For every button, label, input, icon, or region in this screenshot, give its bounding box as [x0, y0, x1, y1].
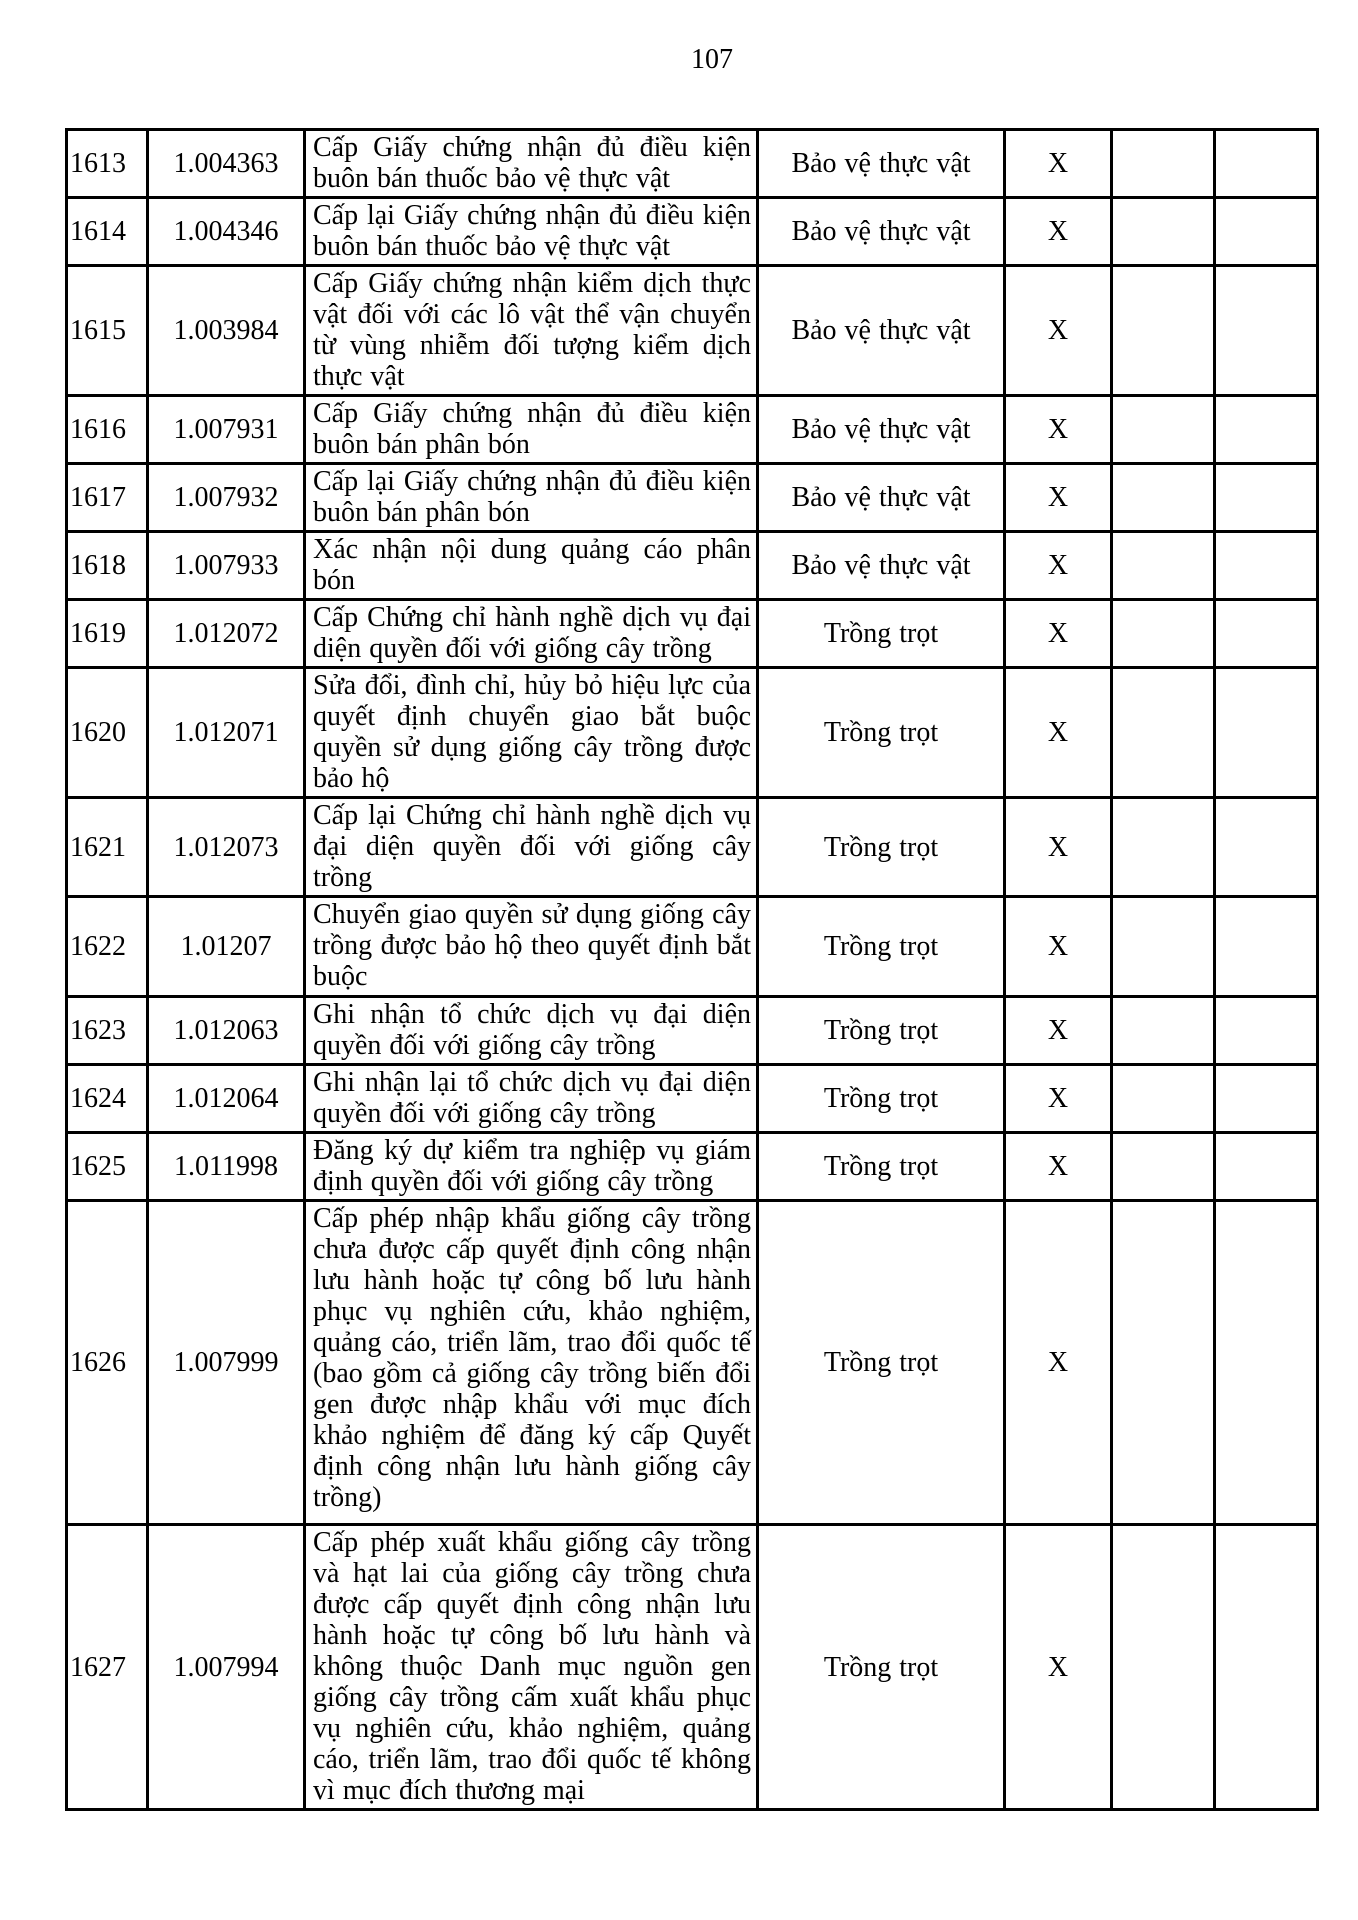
table-row	[67, 198, 1318, 266]
cell-name: Xác nhận nội dung quảng cáo phân bón	[305, 532, 758, 600]
cell-mark: X	[1005, 130, 1112, 198]
cell-mark: X	[1005, 1133, 1112, 1201]
cell-name: Cấp Chứng chỉ hành nghề dịch vụ đại diện quyền đối với giống cây trồng	[305, 600, 758, 668]
cell-stt: 1618	[67, 532, 148, 600]
cell-stt: 1615	[67, 266, 148, 396]
table-row	[67, 997, 1318, 1065]
cell-empty-1	[1112, 266, 1215, 396]
cell-field: Bảo vệ thực vật	[758, 266, 1005, 396]
cell-empty-2	[1215, 130, 1318, 198]
cell-name: Cấp Giấy chứng nhận đủ điều kiện buôn bán thuốc bảo vệ thực vật	[305, 130, 758, 198]
cell-empty-1	[1112, 1133, 1215, 1201]
table-row	[67, 1525, 1318, 1810]
table-row	[67, 1201, 1318, 1525]
cell-empty-1	[1112, 532, 1215, 600]
cell-field: Trồng trọt	[758, 1065, 1005, 1133]
cell-empty-2	[1215, 1201, 1318, 1525]
cell-code: 1.012064	[148, 1065, 305, 1133]
cell-empty-1	[1112, 1201, 1215, 1525]
cell-name: Ghi nhận tổ chức dịch vụ đại diện quyền đối với giống cây trồng	[305, 997, 758, 1065]
cell-mark: X	[1005, 600, 1112, 668]
cell-empty-1	[1112, 668, 1215, 798]
cell-code: 1.012072	[148, 600, 305, 668]
cell-mark: X	[1005, 1201, 1112, 1525]
cell-stt: 1617	[67, 464, 148, 532]
cell-name: Cấp Giấy chứng nhận kiểm dịch thực vật đối với các lô vật thể vận chuyển từ vùng nhiễm đối tượng kiểm dịch thực vật	[305, 266, 758, 396]
cell-empty-2	[1215, 600, 1318, 668]
cell-code: 1.011998	[148, 1133, 305, 1201]
table-row	[67, 1133, 1318, 1201]
table-row	[67, 464, 1318, 532]
cell-empty-1	[1112, 396, 1215, 464]
cell-empty-2	[1215, 897, 1318, 997]
cell-name: Sửa đổi, đình chỉ, hủy bỏ hiệu lực của quyết định chuyển giao bắt buộc quyền sử dụng giống cây trồng được bảo hộ	[305, 668, 758, 798]
cell-empty-2	[1215, 668, 1318, 798]
cell-empty-1	[1112, 600, 1215, 668]
cell-name: Ghi nhận lại tổ chức dịch vụ đại diện quyền đối với giống cây trồng	[305, 1065, 758, 1133]
cell-empty-2	[1215, 1133, 1318, 1201]
cell-empty-1	[1112, 997, 1215, 1065]
cell-mark: X	[1005, 464, 1112, 532]
cell-mark: X	[1005, 668, 1112, 798]
cell-empty-1	[1112, 1525, 1215, 1810]
cell-stt: 1621	[67, 798, 148, 897]
cell-field: Bảo vệ thực vật	[758, 464, 1005, 532]
cell-stt: 1614	[67, 198, 148, 266]
cell-mark: X	[1005, 798, 1112, 897]
cell-field: Bảo vệ thực vật	[758, 130, 1005, 198]
cell-code: 1.004363	[148, 130, 305, 198]
cell-code: 1.007931	[148, 396, 305, 464]
procedures-table	[65, 128, 1319, 1811]
cell-stt: 1625	[67, 1133, 148, 1201]
cell-code: 1.007994	[148, 1525, 305, 1810]
table-row	[67, 668, 1318, 798]
cell-mark: X	[1005, 532, 1112, 600]
cell-name: Đăng ký dự kiểm tra nghiệp vụ giám định quyền đối với giống cây trồng	[305, 1133, 758, 1201]
cell-stt: 1624	[67, 1065, 148, 1133]
cell-mark: X	[1005, 1065, 1112, 1133]
table-row	[67, 798, 1318, 897]
table-row	[67, 600, 1318, 668]
cell-field: Trồng trọt	[758, 1133, 1005, 1201]
cell-empty-1	[1112, 1065, 1215, 1133]
cell-code: 1.004346	[148, 198, 305, 266]
cell-code: 1.007933	[148, 532, 305, 600]
cell-field: Bảo vệ thực vật	[758, 198, 1005, 266]
cell-mark: X	[1005, 198, 1112, 266]
cell-empty-1	[1112, 798, 1215, 897]
cell-stt: 1613	[67, 130, 148, 198]
table-row	[67, 1065, 1318, 1133]
cell-stt: 1626	[67, 1201, 148, 1525]
cell-name: Cấp lại Chứng chỉ hành nghề dịch vụ đại diện quyền đối với giống cây trồng	[305, 798, 758, 897]
cell-stt: 1620	[67, 668, 148, 798]
page-number: 107	[691, 44, 733, 75]
cell-name: Cấp phép xuất khẩu giống cây trồng và hạt lai của giống cây trồng chưa được cấp quyết định công nhận lưu hành hoặc tự công bố lưu hành và không thuộc Danh mục nguồn gen giống cây trồng cấm xuất khẩu phục vụ nghiên cứu, khảo nghiệm, quảng cáo, triển lãm, trao đổi quốc tế không vì mục đích thương mại	[305, 1525, 758, 1810]
cell-field: Trồng trọt	[758, 600, 1005, 668]
cell-field: Trồng trọt	[758, 1525, 1005, 1810]
table-row	[67, 532, 1318, 600]
cell-name: Cấp lại Giấy chứng nhận đủ điều kiện buôn bán thuốc bảo vệ thực vật	[305, 198, 758, 266]
cell-code: 1.012073	[148, 798, 305, 897]
cell-stt: 1622	[67, 897, 148, 997]
cell-stt: 1619	[67, 600, 148, 668]
cell-empty-2	[1215, 198, 1318, 266]
cell-empty-2	[1215, 1065, 1318, 1133]
cell-field: Bảo vệ thực vật	[758, 532, 1005, 600]
cell-field: Trồng trọt	[758, 668, 1005, 798]
cell-empty-2	[1215, 1525, 1318, 1810]
cell-mark: X	[1005, 266, 1112, 396]
cell-mark: X	[1005, 1525, 1112, 1810]
cell-code: 1.003984	[148, 266, 305, 396]
table-row	[67, 897, 1318, 997]
cell-name: Cấp Giấy chứng nhận đủ điều kiện buôn bán phân bón	[305, 396, 758, 464]
table-row	[67, 130, 1318, 198]
cell-stt: 1623	[67, 997, 148, 1065]
cell-empty-2	[1215, 798, 1318, 897]
cell-empty-2	[1215, 266, 1318, 396]
cell-stt: 1616	[67, 396, 148, 464]
cell-mark: X	[1005, 897, 1112, 997]
cell-code: 1.012063	[148, 997, 305, 1065]
cell-empty-1	[1112, 130, 1215, 198]
table-row	[67, 396, 1318, 464]
cell-field: Trồng trọt	[758, 1201, 1005, 1525]
cell-empty-1	[1112, 198, 1215, 266]
cell-mark: X	[1005, 396, 1112, 464]
cell-name: Cấp lại Giấy chứng nhận đủ điều kiện buôn bán phân bón	[305, 464, 758, 532]
cell-empty-2	[1215, 997, 1318, 1065]
cell-code: 1.007999	[148, 1201, 305, 1525]
cell-empty-2	[1215, 532, 1318, 600]
cell-stt: 1627	[67, 1525, 148, 1810]
cell-empty-2	[1215, 464, 1318, 532]
cell-field: Trồng trọt	[758, 897, 1005, 997]
cell-field: Bảo vệ thực vật	[758, 396, 1005, 464]
cell-mark: X	[1005, 997, 1112, 1065]
cell-name: Chuyển giao quyền sử dụng giống cây trồng được bảo hộ theo quyết định bắt buộc	[305, 897, 758, 997]
cell-code: 1.01207	[148, 897, 305, 997]
cell-empty-1	[1112, 897, 1215, 997]
table-row	[67, 266, 1318, 396]
cell-name: Cấp phép nhập khẩu giống cây trồng chưa được cấp quyết định công nhận lưu hành hoặc tự công bố lưu hành phục vụ nghiên cứu, khảo nghiệm, quảng cáo, triển lãm, trao đổi quốc tế (bao gồm cả giống cây trồng biến đổi gen được nhập khẩu với mục đích khảo nghiệm để đăng ký cấp Quyết định công nhận lưu hành giống cây trồng)	[305, 1201, 758, 1525]
cell-field: Trồng trọt	[758, 798, 1005, 897]
cell-empty-1	[1112, 464, 1215, 532]
cell-field: Trồng trọt	[758, 997, 1005, 1065]
cell-code: 1.012071	[148, 668, 305, 798]
cell-code: 1.007932	[148, 464, 305, 532]
cell-empty-2	[1215, 396, 1318, 464]
table-body	[67, 130, 1318, 1810]
